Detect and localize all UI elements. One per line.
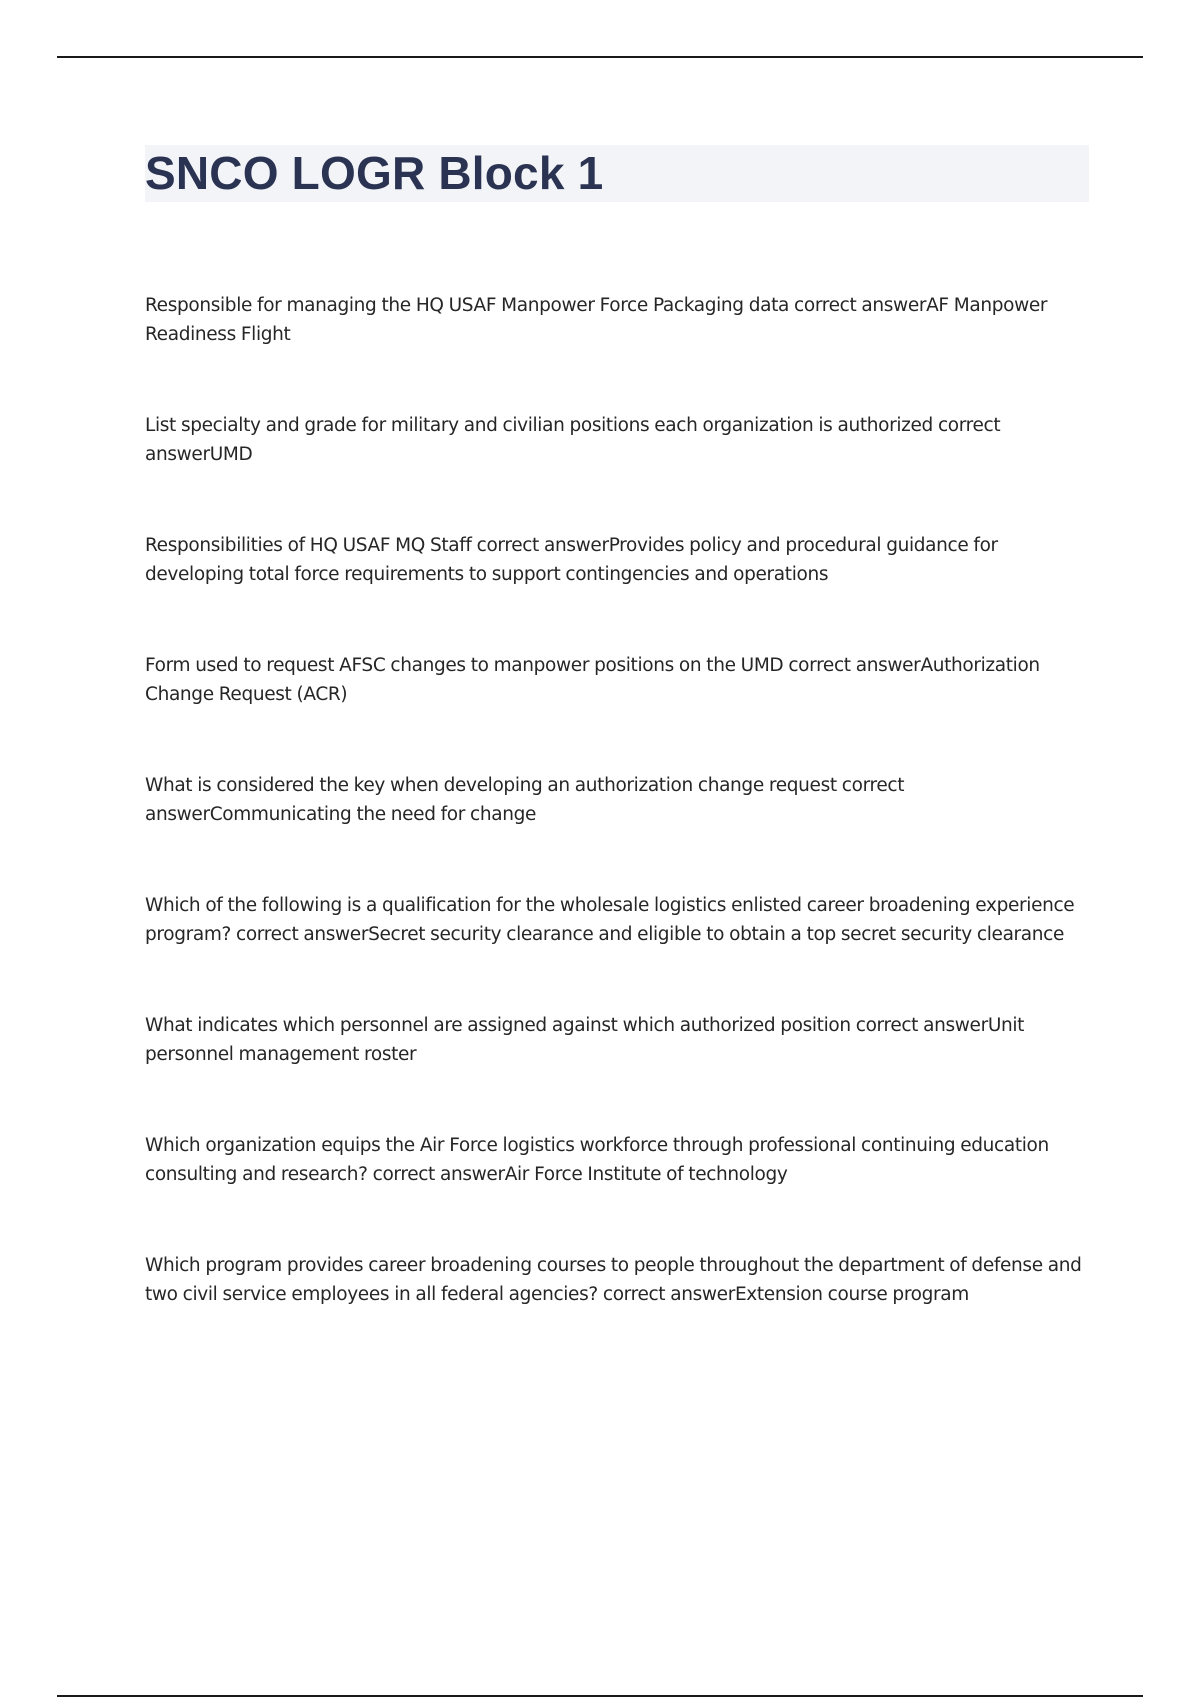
qa-item-7: What indicates which personnel are assigned against which authorized position correct answerUnit personnel management roster	[145, 1015, 1025, 1065]
question-answer-list	[145, 291, 1090, 1371]
qa-item-4: Form used to request AFSC changes to manpower positions on the UMD correct answerAuthorization Change Request (ACR)	[145, 655, 1040, 705]
qa-item-9: Which program provides career broadening courses to people throughout the department of defense and two civil service employees in all federal agencies? correct answerExtension course program	[145, 1255, 1082, 1305]
header-rule	[57, 56, 1143, 58]
document-title: SNCO LOGR Block 1	[145, 147, 604, 199]
qa-item-1: Responsible for managing the HQ USAF Manpower Force Packaging data correct answerAF Manpower Readiness Flight	[145, 295, 1048, 345]
qa-item-3: Responsibilities of HQ USAF MQ Staff correct answerProvides policy and procedural guidance for developing total force requirements to support contingencies and operations	[145, 535, 998, 585]
qa-item-6: Which of the following is a qualification for the wholesale logistics enlisted career broadening experience program? correct answerSecret security clearance and eligible to obtain a top secret security clearance	[145, 895, 1075, 945]
qa-item-8: Which organization equips the Air Force logistics workforce through professional continuing education consulting and research? correct answerAir Force Institute of technology	[145, 1135, 1049, 1185]
qa-item-2: List specialty and grade for military and civilian positions each organization is authorized correct answerUMD	[145, 415, 1001, 465]
footer-rule	[57, 1695, 1143, 1697]
qa-item-5: What is considered the key when developing an authorization change request correct answerCommunicating the need for change	[145, 775, 905, 825]
